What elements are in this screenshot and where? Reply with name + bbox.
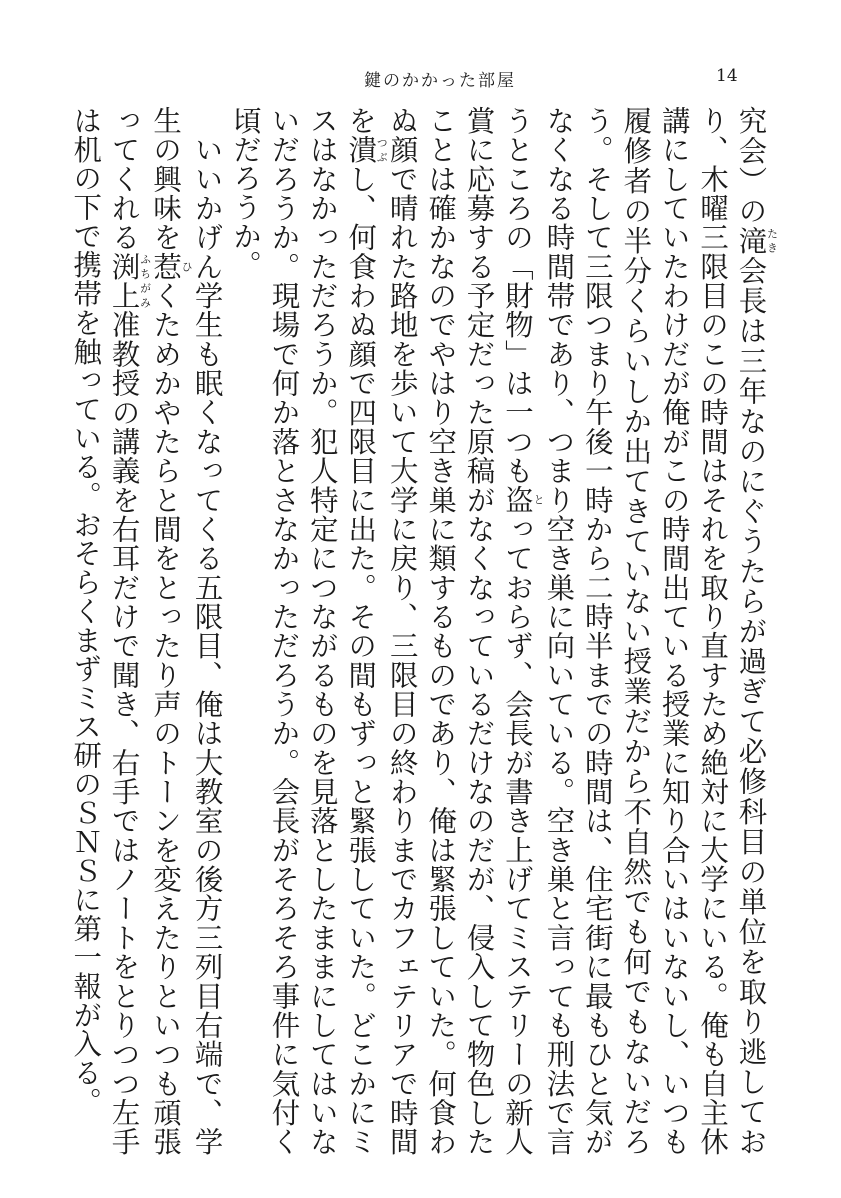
paragraph <box>66 106 226 1156</box>
text-run: いいかげん学生も眠くなってくる五限目、俺は大教室の後方三列目右端で、学生の興味を <box>149 106 224 1156</box>
ruby-base: 惹 <box>149 251 183 282</box>
ruby-annotation <box>107 281 152 311</box>
paragraph <box>226 106 778 1156</box>
ruby-annotation <box>500 485 545 515</box>
running-title: 鍵のかかった部屋 <box>364 71 516 91</box>
ruby-annotation <box>107 251 152 282</box>
ruby-base: 渕 <box>107 251 141 282</box>
text-run: くためかやたらと間をとったり声のトーンを変えたりといつも頑張ってくれる <box>107 106 183 1157</box>
ruby-reading: ふち <box>138 251 152 281</box>
ruby-base: 盗 <box>500 485 534 515</box>
text-run: し、何食わぬ顔で四限目に出た。その間もずっと緊張していた。どこかにミスはなかっただろうか。犯人特定につながるものを見落としたままにしてはいないだろうか。現場で何か落とさなかっただろうか。会長がそろそろ事件に気付く頃だろうか。 <box>229 106 378 1156</box>
ruby-base: 上 <box>107 281 141 311</box>
ruby-base: 潰 <box>344 135 378 165</box>
ruby-reading: がみ <box>138 281 152 310</box>
ruby-reading: つぶ <box>375 135 389 165</box>
ruby-annotation <box>344 135 389 165</box>
text-run: 准教授の講義を右耳だけで聞き、右手ではノートをとりつつ左手は机の下で携帯を触っている。おそらくまずミス研のＳＮＳに第一報が入る。 <box>69 106 141 1156</box>
body-text <box>69 106 779 1157</box>
text-run: 究会）の <box>734 106 768 227</box>
ruby-reading: ひ <box>180 251 194 281</box>
text-run: 会長は三年なのにぐうたらが過ぎて必修科目の単位を取り逃しており、木曜三限目のこの時間はそれを取り直すため絶対に大学にいる。俺も自主休講にしていたわけだが俺がこの時間出ている授業に知り合いはいないし、いつも履修者の半分くらいしか出てきていない授業だから不自然でも何でもないだろう。そして三限つまり午後一時から二時半までの時間は、住宅街に最もひと気がなくなる時間帯であり、つまり空き巣に向いている。空き巣と言っても刑法で言うところの「財物」は一つも <box>500 106 768 1157</box>
ruby-reading: と <box>531 485 545 515</box>
ruby-annotation <box>149 251 194 282</box>
text-run: っておらず、会長が書き上げてミステリーの新人賞に応募する予定だった原稿がなくなっているだけなのだが、侵入して物色したことは確かなのでやはり空き巣に類するものであり、俺は緊張していた。何食わぬ顔で晴れた路地を歩いて大学に戻り、三限目の終わりまでカフェテリアで時間を <box>344 106 534 1156</box>
ruby-reading: たき <box>765 226 779 255</box>
ruby-base: 滝 <box>734 226 768 257</box>
page-number: 14 <box>716 66 738 86</box>
ruby-annotation <box>734 226 779 257</box>
